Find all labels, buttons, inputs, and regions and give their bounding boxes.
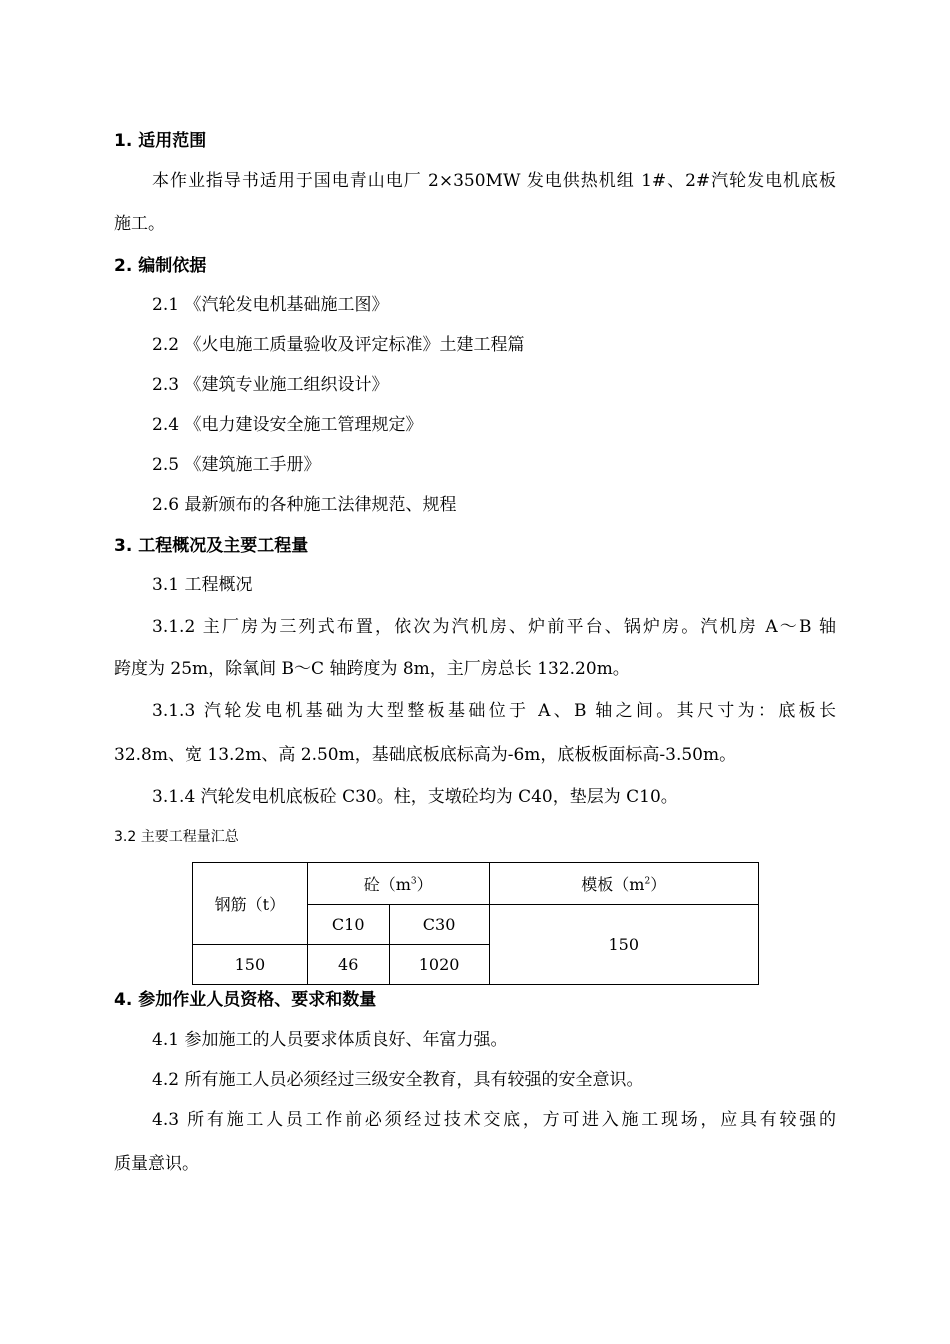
cell-formwork-value: 150 xyxy=(489,905,758,985)
paragraph-4-2: 4.2 所有施工人员必须经过三级安全教育，具有较强的安全意识。 xyxy=(152,1070,644,1090)
section-3-heading: 3. 工程概况及主要工程量 xyxy=(114,536,309,556)
reference-item: 2.1 《汽轮发电机基础施工图》 xyxy=(152,295,389,315)
reference-item: 2.3 《建筑专业施工组织设计》 xyxy=(152,375,389,395)
section-1-paragraph-line-2: 施工。 xyxy=(114,214,165,234)
paragraph-3-1-2-line-2: 跨度为 25m，除氧间 B～C 轴跨度为 8m，主厂房总长 132.20m。 xyxy=(114,659,630,679)
header-c10: C10 xyxy=(307,905,389,945)
paragraph-4-3-line-1: 4.3 所有施工人员工作前必须经过技术交底，方可进入施工现场，应具有较强的 xyxy=(152,1110,836,1130)
subsection-3-2-heading: 3.2 主要工程量汇总 xyxy=(114,829,239,845)
cell-c10-value: 46 xyxy=(307,945,389,985)
header-formwork: 模板$(m^2)$ xyxy=(489,863,758,905)
paragraph-3-1-4: 3.1.4 汽轮发电机底板砼 C30。柱，支墩砼均为 C40，垫层为 C10。 xyxy=(152,787,678,807)
reference-item: 2.2 《火电施工质量验收及评定标准》土建工程篇 xyxy=(152,335,525,355)
section-1-paragraph-line-1: 本作业指导书适用于国电青山电厂 2×350MW 发电供热机组 1#、2#汽轮发电机底板 xyxy=(152,171,836,191)
header-concrete: 砼$(m^3)$ xyxy=(307,863,489,905)
subsection-3-1-heading: 3.1 工程概况 xyxy=(152,575,253,595)
paragraph-4-1: 4.1 参加施工的人员要求体质良好、年富力强。 xyxy=(152,1030,508,1050)
reference-item: 2.6 最新颁布的各种施工法律规范、规程 xyxy=(152,495,457,515)
paragraph-3-1-3-line-2: 32.8m、宽 13.2m、高 2.50m，基础底板底标高为-6m，底板板面标高-3.50m。 xyxy=(114,745,737,765)
quantity-table xyxy=(192,862,759,985)
paragraph-3-1-3-line-1: 3.1.3 汽轮发电机基础为大型整板基础位于 A、B 轴之间。其尺寸为：底板长 xyxy=(152,701,836,721)
reference-item: 2.5 《建筑施工手册》 xyxy=(152,455,321,475)
section-4-heading: 4. 参加作业人员资格、要求和数量 xyxy=(114,990,377,1010)
section-2-heading: 2. 编制依据 xyxy=(114,256,207,276)
reference-item: 2.4 《电力建设安全施工管理规定》 xyxy=(152,415,423,435)
cell-rebar-value: 150 xyxy=(193,945,308,985)
cell-c30-value: 1020 xyxy=(389,945,489,985)
header-rebar: 钢筋（t） xyxy=(193,863,308,945)
paragraph-4-3-line-2: 质量意识。 xyxy=(114,1154,199,1174)
section-1-heading: 1. 适用范围 xyxy=(114,131,207,151)
header-c30: C30 xyxy=(389,905,489,945)
paragraph-3-1-2-line-1: 3.1.2 主厂房为三列式布置，依次为汽机房、炉前平台、锅炉房。汽机房 A～B 轴 xyxy=(152,617,836,637)
